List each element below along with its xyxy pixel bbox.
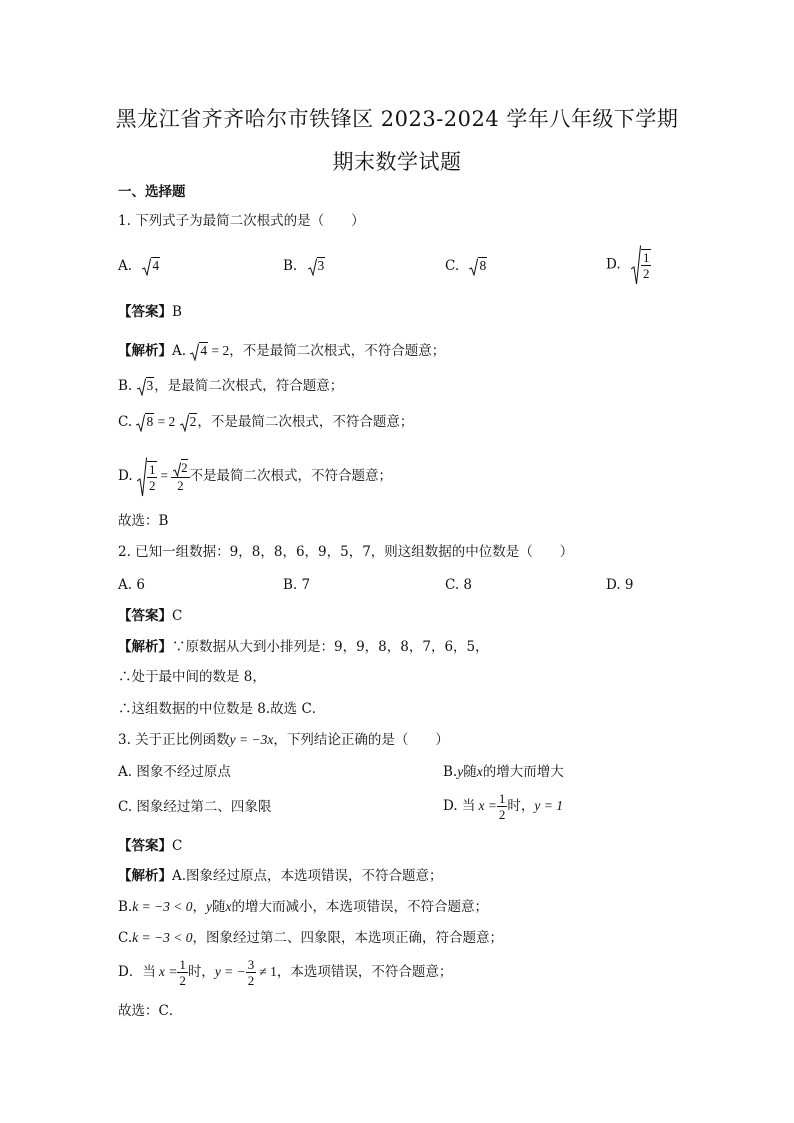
question-1-option-b	[283, 257, 325, 276]
variable: y	[457, 764, 464, 779]
analysis-tag: 【解析】	[118, 639, 172, 655]
question-3-analysis-d	[118, 953, 452, 991]
variable-equation: x =	[158, 964, 178, 979]
question-3-analysis-c	[118, 929, 503, 947]
analysis-text: 随	[212, 899, 226, 915]
denominator: 2	[247, 973, 255, 988]
question-1-analysis-b	[118, 377, 343, 396]
question-3-option-c: C. 图象经过第二、四象限	[118, 799, 272, 815]
question-2-answer	[118, 607, 182, 625]
variable-equation: y = −	[214, 964, 246, 979]
variable: y	[206, 899, 213, 914]
radical-sign-icon	[137, 378, 146, 396]
analysis-prefix: C.	[118, 414, 133, 430]
question-2-analysis-2: ∴处于最中间的数是 8，	[118, 669, 266, 685]
analysis-tag: 【解析】	[118, 868, 172, 884]
answer-tag: 【答案】	[118, 608, 172, 624]
analysis-text: ，	[192, 899, 207, 915]
question-2-analysis-3: ∴这组数据的中位数是 8.故选 C．	[118, 701, 326, 717]
stem-formula: y = −3x	[229, 732, 274, 747]
option-label: D.	[606, 256, 621, 273]
numerator: 1	[179, 957, 186, 972]
fraction	[497, 791, 508, 822]
radical-sign-icon	[137, 457, 147, 497]
question-3-analysis-a	[118, 867, 443, 885]
option-label: B.	[283, 258, 298, 274]
denominator: 2	[177, 477, 184, 493]
question-3-stem	[118, 731, 449, 749]
numerator: 1	[148, 461, 156, 477]
radicand: 4	[200, 343, 208, 358]
radicand-fraction	[147, 461, 158, 493]
radical-sign-icon	[631, 245, 641, 285]
equals-sign: =	[160, 468, 169, 483]
denominator: 2	[179, 973, 186, 988]
question-3-option-a: A. 图象不经过原点	[118, 764, 231, 780]
option-text: 随	[463, 764, 477, 780]
question-3-option-d	[443, 787, 563, 825]
radicand: 3	[146, 378, 154, 393]
numerator: 3	[247, 957, 255, 972]
radicand: 4	[152, 258, 160, 273]
option-text: 时，	[507, 798, 535, 814]
question-2-option-c: C. 8	[445, 577, 473, 593]
question-3-option-b	[443, 763, 564, 781]
variable: x	[476, 764, 483, 779]
radicand: 3	[317, 258, 325, 273]
document-title-line-2: 期末数学试题	[332, 150, 462, 174]
question-1-answer	[118, 303, 182, 321]
analysis-text: ，不是最简二次根式，不符合题意；	[229, 343, 446, 359]
variable: x	[225, 899, 232, 914]
numerator	[171, 460, 190, 478]
question-1-option-c	[445, 257, 487, 276]
analysis-text: ，本选项错误，不符合题意；	[276, 964, 453, 980]
answer-value: C	[172, 838, 183, 854]
analysis-prefix: D.	[118, 468, 133, 484]
question-1-stem: 1. 下列式子为最简二次根式的是（ ）	[118, 213, 365, 229]
answer-value: C	[172, 608, 183, 624]
radical-sign-icon	[308, 258, 317, 276]
analysis-prefix: B.	[118, 899, 133, 915]
question-1-conclusion: 故选：B	[118, 513, 169, 529]
radical-sign-icon	[190, 343, 199, 361]
analysis-prefix: D．当	[118, 964, 156, 980]
radicand: 8	[479, 258, 487, 273]
option-label: A.	[118, 258, 133, 274]
question-2-option-b: B. 7	[283, 577, 311, 593]
answer-tag: 【答案】	[118, 304, 172, 320]
question-1-option-a	[118, 257, 160, 276]
question-3-analysis-b	[118, 898, 488, 916]
analysis-text: A.图象经过原点，本选项错误，不符合题意；	[172, 868, 443, 884]
analysis-prefix: B.	[118, 378, 133, 394]
denominator: 2	[642, 266, 650, 281]
option-label: C.	[445, 258, 460, 274]
option-text: 的增大而增大	[482, 764, 564, 780]
analysis-text: ，是最简二次根式，符合题意；	[154, 378, 344, 394]
formula: k = −3 < 0	[132, 930, 193, 945]
question-2-stem: 2. 已知一组数据：9，8，8，6，9，5，7，则这组数据的中位数是（ ）	[118, 544, 574, 560]
variable-equation: y = 1	[534, 798, 564, 813]
formula: k = −3 < 0	[132, 899, 193, 914]
stem-text: ，下列结论正确的是（ ）	[273, 732, 449, 748]
stem-text: 3. 关于正比例函数	[118, 732, 230, 748]
question-2-analysis-1	[118, 638, 489, 656]
analysis-text: 的增大而减小，本选项错误，不符合题意；	[231, 899, 489, 915]
question-1-option-d	[606, 245, 651, 285]
question-1-analysis-a	[118, 342, 445, 361]
analysis-text: ，图象经过第二、四象限，本选项正确，符合题意；	[192, 930, 503, 946]
answer-tag: 【答案】	[118, 838, 172, 854]
question-1-analysis-c	[118, 413, 413, 432]
numerator: 1	[642, 250, 650, 265]
radicand: 2	[181, 460, 188, 476]
radical-sign-icon	[173, 462, 181, 477]
radicand-fraction	[641, 249, 652, 281]
section-heading: 一、选择题	[118, 184, 186, 200]
question-3-conclusion: 故选：C．	[118, 1003, 183, 1019]
question-2-option-a: A. 6	[118, 577, 145, 593]
fraction	[177, 957, 188, 988]
answer-value: B	[172, 304, 182, 320]
document-title-line-1: 黑龙江省齐齐哈尔市铁锋区 2023-2024 学年八年级下学期	[115, 107, 679, 131]
analysis-text: ∵原数据从大到小排列是：9，9，8，8，7，6，5，	[172, 639, 489, 655]
radical-sign-icon	[180, 414, 189, 432]
option-label: B.	[443, 764, 458, 780]
analysis-text: 时，	[187, 964, 215, 980]
analysis-prefix: A.	[172, 343, 187, 359]
equation-coefficient: = 2	[154, 414, 176, 429]
not-equal-expression: ≠ 1	[259, 964, 277, 979]
equation-result: = 2	[208, 343, 230, 358]
analysis-tag: 【解析】	[118, 343, 172, 359]
numerator: 1	[498, 791, 506, 806]
analysis-prefix: C.	[118, 930, 133, 946]
question-3-answer	[118, 837, 182, 855]
analysis-text: ，不是最简二次根式，不符合题意；	[197, 414, 414, 430]
analysis-text: 不是最简二次根式，不符合题意；	[189, 468, 393, 484]
variable-equation: x =	[478, 798, 497, 813]
option-text: D. 当	[443, 798, 476, 814]
radical-sign-icon	[142, 258, 151, 276]
question-2-option-d: D. 9	[606, 577, 634, 593]
denominator: 2	[148, 477, 156, 493]
radicand: 8	[146, 414, 154, 429]
radicand: 2	[189, 414, 197, 429]
denominator: 2	[498, 807, 506, 822]
question-1-analysis-d	[118, 456, 392, 497]
fraction	[246, 957, 257, 988]
result-fraction	[171, 460, 190, 493]
